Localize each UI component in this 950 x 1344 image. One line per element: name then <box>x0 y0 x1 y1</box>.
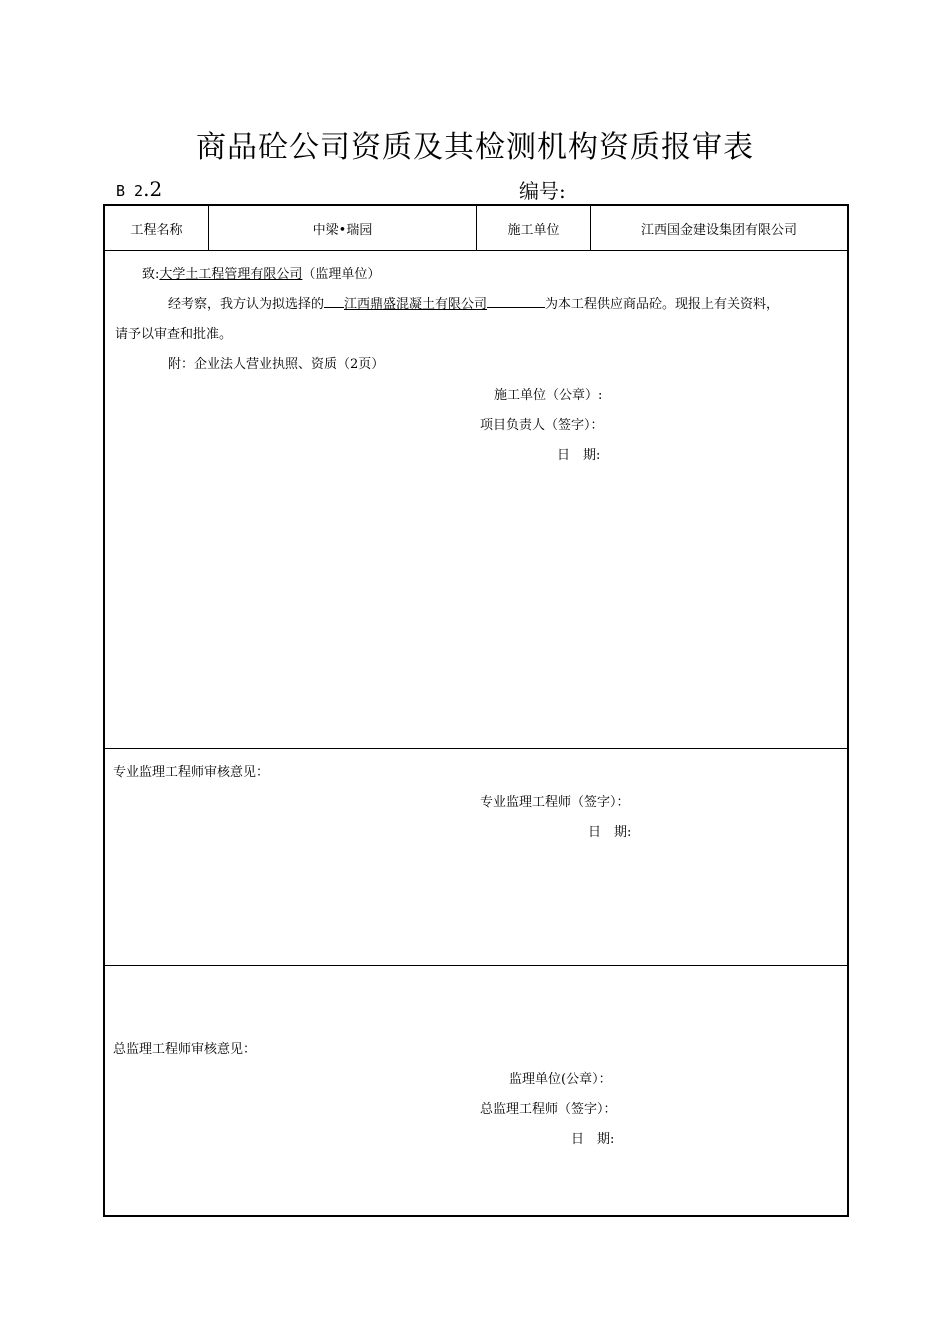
body-line-2: 请予以审查和批准。 <box>115 327 233 342</box>
body-part-2: 为本工程供应商品砼。现报上有关资料， <box>545 297 780 312</box>
chief-review-section <box>105 966 847 1215</box>
body-line-1 <box>168 293 779 312</box>
addressee-line <box>142 263 380 282</box>
application-date-label: 日 期: <box>557 448 601 463</box>
form-code <box>116 177 162 201</box>
attachment-line: 附：企业法人营业执照、资质（2页） <box>168 357 385 372</box>
supervision-seal-label: 监理单位(公章）： <box>509 1072 612 1087</box>
addressee-prefix: 致: <box>142 267 160 282</box>
application-section <box>105 251 847 749</box>
project-manager-signature-label: 项目负责人（签字）： <box>480 418 604 433</box>
contractor-label: 施工单位 <box>477 206 591 250</box>
addressee-suffix: （监理单位） <box>302 267 381 282</box>
chief-signature-label: 总监理工程师（签字）： <box>480 1102 617 1117</box>
contractor-seal-label: 施工单位（公章）: <box>494 388 603 403</box>
project-name-value: 中梁•瑞园 <box>209 206 477 250</box>
specialist-review-label: 专业监理工程师审核意见： <box>113 765 270 780</box>
form-code-prefix: B 2 <box>116 182 144 200</box>
specialist-signature-label: 专业监理工程师（签字）： <box>480 795 630 810</box>
form-code-suffix: .2 <box>143 177 163 201</box>
specialist-review-section <box>105 749 847 966</box>
info-row <box>105 206 847 251</box>
project-name-label: 工程名称 <box>105 206 209 250</box>
chief-review-label: 总监理工程师审核意见： <box>113 1042 257 1057</box>
form-table <box>103 204 849 1217</box>
selected-company: 江西鼎盛混凝土有限公司 <box>344 297 488 312</box>
supervision-unit: 大学土工程管理有限公司 <box>159 267 303 282</box>
blank-after <box>487 293 545 308</box>
body-part-1: 经考察，我方认为拟选择的 <box>168 297 325 312</box>
specialist-date-label: 日 期: <box>588 825 632 840</box>
blank-before <box>324 293 344 308</box>
page-title: 商品砼公司资质及其检测机构资质报审表 <box>196 130 754 165</box>
serial-number-label: 编号: <box>519 179 566 203</box>
chief-date-label: 日 期: <box>571 1132 615 1147</box>
contractor-value: 江西国金建设集团有限公司 <box>640 222 797 238</box>
